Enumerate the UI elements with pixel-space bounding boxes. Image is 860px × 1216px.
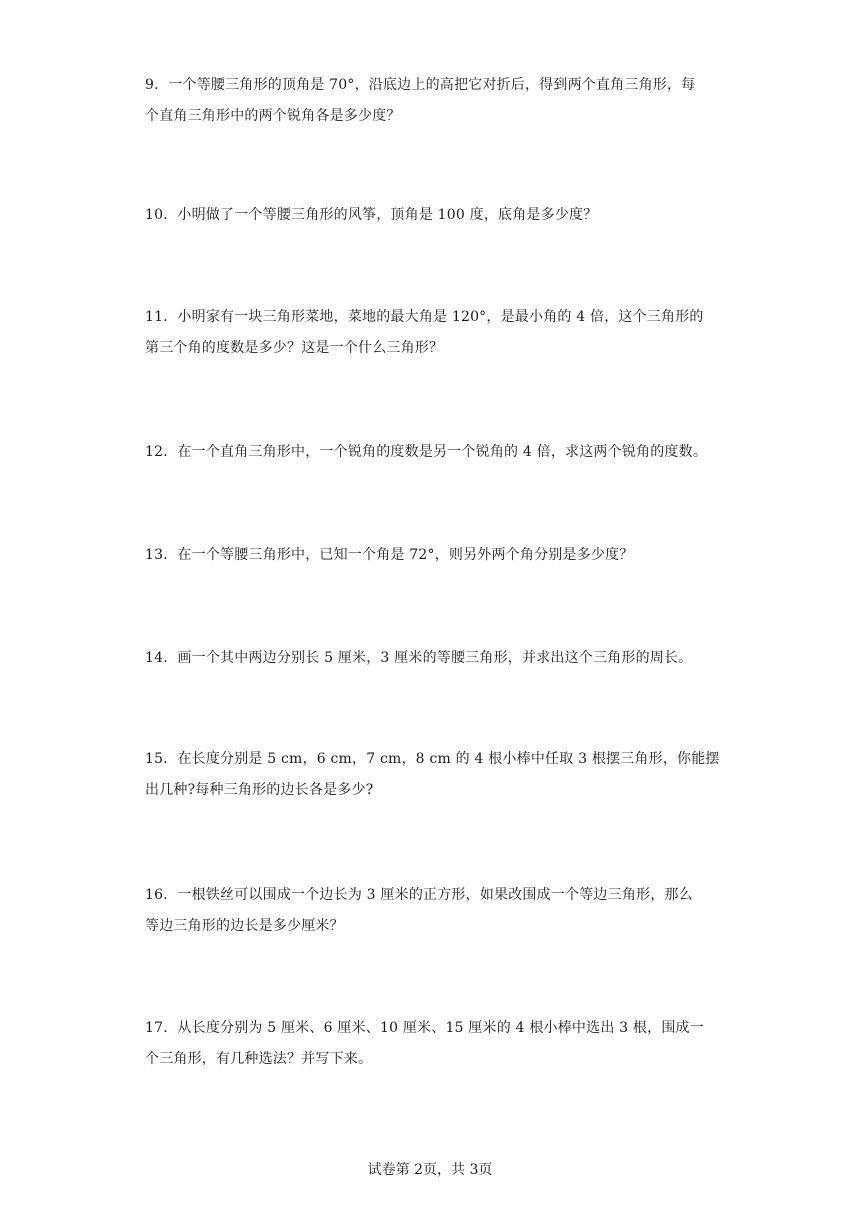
question-line: 个三角形，有几种选法？并写下来。	[145, 1051, 373, 1067]
question-line: 14．画一个其中两边分别长 5 厘米，3 厘米的等腰三角形，并求出这个三角形的周长。	[145, 650, 693, 666]
question-line: 17．从长度分别为 5 厘米、6 厘米、10 厘米、15 厘米的 4 根小棒中选出 3 根，围成一	[145, 1020, 704, 1036]
question-line: 出几种?每种三角形的边长各是多少?	[145, 782, 374, 798]
question-line: 第三个角的度数是多少？这是一个什么三角形？	[145, 340, 444, 356]
question-12	[145, 437, 720, 468]
question-line: 16．一根铁丝可以围成一个边长为 3 厘米的正方形，如果改围成一个等边三角形，那么	[145, 887, 693, 903]
question-line: 等边三角形的边长是多少厘米？	[145, 918, 344, 934]
question-9	[145, 70, 720, 132]
question-line: 个直角三角形中的两个锐角各是多少度？	[145, 108, 401, 124]
question-10	[145, 200, 720, 231]
question-line: 9．一个等腰三角形的顶角是 70°，沿底边上的高把它对折后，得到两个直角三角形，每	[145, 77, 696, 93]
question-line: 11．小明家有一块三角形菜地，菜地的最大角是 120°，是最小角的 4 倍，这个三角形的	[145, 309, 704, 325]
question-line: 13．在一个等腰三角形中，已知一个角是 72°，则另外两个角分别是多少度？	[145, 547, 634, 563]
question-17	[145, 1013, 720, 1075]
question-11	[145, 302, 720, 364]
question-13	[145, 540, 720, 571]
question-line: 12．在一个直角三角形中，一个锐角的度数是另一个锐角的 4 倍，求这两个锐角的度数。	[145, 444, 708, 460]
page-number-label: 试卷第 2页，共 3页	[367, 1162, 493, 1178]
question-16	[145, 880, 720, 942]
question-line: 15．在长度分别是 5 cm，6 cm，7 cm，8 cm 的 4 根小棒中任取 3 根摆三角形，你能摆	[145, 751, 720, 767]
question-line: 10．小明做了一个等腰三角形的风筝，顶角是 100 度，底角是多少度？	[145, 207, 598, 223]
page-footer	[0, 1160, 860, 1180]
question-14	[145, 643, 720, 674]
question-15	[145, 744, 720, 806]
